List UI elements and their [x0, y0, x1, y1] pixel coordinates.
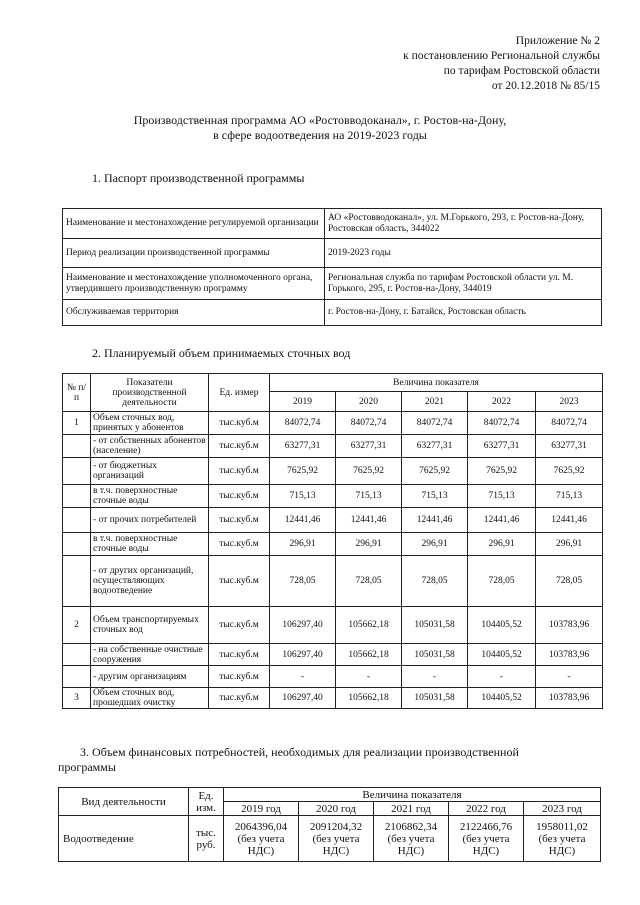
value-cell: 84072,74	[402, 412, 468, 435]
value-cell: 103783,96	[536, 688, 603, 709]
document-title	[0, 113, 640, 143]
value-cell: 728,05	[468, 556, 536, 607]
fin-data-row	[59, 816, 601, 862]
col-num-header: № п/п	[63, 374, 91, 412]
value-cell: 12441,46	[536, 508, 603, 533]
value-cell: 105031,58	[402, 688, 468, 709]
value-cell: 63277,31	[468, 435, 536, 458]
year-header: 2023	[536, 392, 603, 412]
value-cell: 296,91	[536, 533, 603, 556]
table-row	[63, 644, 603, 666]
table-row	[63, 485, 603, 508]
passport-label: Наименование и местонахождение регулируемой организации	[63, 209, 325, 239]
value-cell: 105662,18	[336, 607, 402, 644]
passport-value: 2019-2023 годы	[325, 239, 602, 268]
passport-row	[63, 268, 602, 300]
col-indicator-header: Показатели производственной деятельности	[91, 374, 209, 412]
value-cell	[224, 816, 299, 862]
value-cell: 105031,58	[402, 607, 468, 644]
value-cell: 105031,58	[402, 644, 468, 666]
value-cell: 84072,74	[270, 412, 336, 435]
value-cell: 12441,46	[336, 508, 402, 533]
col-unit-header: Ед. изм.	[189, 788, 224, 816]
row-unit: тыс.куб.м	[209, 508, 270, 533]
section-3-heading-line-2: программы	[58, 760, 116, 774]
col-activity-header: Вид деятельности	[59, 788, 189, 816]
passport-value: АО «Ростовводоканал», ул. М.Горького, 293, г. Ростов-на-Дону, Ростовская область, 344022	[325, 209, 602, 239]
value-cell: 7625,92	[402, 458, 468, 485]
value-cell: 728,05	[336, 556, 402, 607]
value-cell: -	[536, 666, 603, 688]
value-cell: 728,05	[536, 556, 603, 607]
vat-note: (без учета НДС)	[538, 832, 586, 857]
value-cell: 84072,74	[336, 412, 402, 435]
fin-header-row	[59, 788, 601, 802]
value-cell: 715,13	[402, 485, 468, 508]
wastewater-volume-table	[62, 373, 603, 709]
row-label: - на собственные очистные сооружения	[91, 644, 209, 666]
row-label: - от бюджетных организаций	[91, 458, 209, 485]
value-cell: 106297,40	[270, 607, 336, 644]
value-cell: -	[336, 666, 402, 688]
table-row	[63, 412, 603, 435]
table-row	[63, 688, 603, 709]
value-cell: 12441,46	[402, 508, 468, 533]
row-unit: тыс.куб.м	[209, 485, 270, 508]
passport-label: Наименование и местонахождение уполномоченного органа, утвердившего производственную программу	[63, 268, 325, 300]
row-unit: тыс.куб.м	[209, 435, 270, 458]
title-line-1: Производственная программа АО «Ростовводоканал», г. Ростов-на-Дону,	[133, 113, 507, 127]
col-value-header: Величина показателя	[270, 374, 603, 392]
value-cell: 296,91	[336, 533, 402, 556]
row-label: - другим организациям	[91, 666, 209, 688]
row-unit: тыс.куб.м	[209, 412, 270, 435]
value-cell: 715,13	[336, 485, 402, 508]
year-header: 2022	[468, 392, 536, 412]
row-number	[63, 556, 91, 607]
row-number	[63, 644, 91, 666]
row-label: в т.ч. поверхностные сточные воды	[91, 485, 209, 508]
passport-label: Обслуживаемая территория	[63, 300, 325, 326]
annex-line-3: по тарифам Ростовской области	[443, 65, 600, 77]
value-cell: 104405,52	[468, 644, 536, 666]
value-cell: 63277,31	[536, 435, 603, 458]
section-1-heading: 1. Паспорт производственной программы	[92, 171, 305, 185]
year-header: 2023 год	[524, 802, 601, 816]
row-number	[63, 533, 91, 556]
row-label: Объем сточных вод, прошедших очистку	[91, 688, 209, 709]
row-label: Объем сточных вод, принятых у абонентов	[91, 412, 209, 435]
year-header: 2021	[402, 392, 468, 412]
year-header: 2019	[270, 392, 336, 412]
value-cell: 63277,31	[270, 435, 336, 458]
amount: 1958011,02	[536, 820, 588, 833]
value-cell: 104405,52	[468, 688, 536, 709]
table-row	[63, 458, 603, 485]
value-cell: -	[402, 666, 468, 688]
row-label: Объем транспортируемых сточных вод	[91, 607, 209, 644]
row-number	[63, 485, 91, 508]
passport-label: Период реализации производственной программы	[63, 239, 325, 268]
value-cell: 715,13	[536, 485, 603, 508]
value-cell: 12441,46	[468, 508, 536, 533]
value-cell: 104405,52	[468, 607, 536, 644]
amount: 2106862,34	[384, 820, 438, 833]
year-header: 2019 год	[224, 802, 299, 816]
value-cell: 103783,96	[536, 607, 603, 644]
value-cell: 7625,92	[468, 458, 536, 485]
row-unit: тыс.куб.м	[209, 688, 270, 709]
value-cell: 715,13	[270, 485, 336, 508]
value-cell: 105662,18	[336, 644, 402, 666]
annex-line-2: к постановлению Региональной службы	[403, 50, 600, 62]
passport-row	[63, 300, 602, 326]
passport-table	[62, 208, 602, 326]
financial-needs-table	[58, 787, 601, 862]
value-cell: 296,91	[270, 533, 336, 556]
value-cell: 7625,92	[270, 458, 336, 485]
year-header: 2020 год	[299, 802, 374, 816]
row-label: - от прочих потребителей	[91, 508, 209, 533]
row-number: 1	[63, 412, 91, 435]
value-cell	[524, 816, 601, 862]
value-cell: -	[468, 666, 536, 688]
annex-header	[403, 34, 600, 94]
vat-note: (без учета НДС)	[312, 832, 360, 857]
amount: 2091204,32	[309, 820, 363, 833]
row-number	[63, 458, 91, 485]
row-unit: тыс.куб.м	[209, 533, 270, 556]
table-row	[63, 435, 603, 458]
year-header: 2020	[336, 392, 402, 412]
passport-row	[63, 209, 602, 239]
amount: 2064396,04	[234, 820, 288, 833]
unit-cell: тыс. руб.	[189, 816, 224, 862]
section-2-heading: 2. Планируемый объем принимаемых сточных вод	[92, 346, 351, 360]
year-header: 2022 год	[449, 802, 524, 816]
header-row	[63, 374, 603, 392]
row-unit: тыс.куб.м	[209, 556, 270, 607]
value-cell: -	[270, 666, 336, 688]
value-cell: 106297,40	[270, 688, 336, 709]
row-number	[63, 435, 91, 458]
vat-note: (без учета НДС)	[387, 832, 435, 857]
row-label: - от других организаций, осуществляющих водоотведение	[91, 556, 209, 607]
value-cell: 84072,74	[536, 412, 603, 435]
row-number: 3	[63, 688, 91, 709]
row-number	[63, 508, 91, 533]
year-header: 2021 год	[374, 802, 449, 816]
value-cell: 715,13	[468, 485, 536, 508]
value-cell: 7625,92	[336, 458, 402, 485]
table-row	[63, 666, 603, 688]
value-cell: 296,91	[402, 533, 468, 556]
value-cell	[449, 816, 524, 862]
value-cell: 7625,92	[536, 458, 603, 485]
col-unit-header: Ед. измер	[209, 374, 270, 412]
value-cell	[299, 816, 374, 862]
passport-row	[63, 239, 602, 268]
vat-note: (без учета НДС)	[237, 832, 285, 857]
value-cell: 105662,18	[336, 688, 402, 709]
row-unit: тыс.куб.м	[209, 644, 270, 666]
title-line-2: в сфере водоотведения на 2019-2023 годы	[213, 128, 427, 142]
passport-value: г. Ростов-на-Дону, г. Батайск, Ростовская область	[325, 300, 602, 326]
table-row	[63, 556, 603, 607]
value-cell: 728,05	[402, 556, 468, 607]
value-cell: 296,91	[468, 533, 536, 556]
value-cell: 728,05	[270, 556, 336, 607]
row-unit: тыс.куб.м	[209, 607, 270, 644]
section-3-heading	[58, 745, 602, 775]
row-number	[63, 666, 91, 688]
row-unit: тыс.куб.м	[209, 666, 270, 688]
value-cell: 63277,31	[336, 435, 402, 458]
table-row	[63, 607, 603, 644]
value-cell: 84072,74	[468, 412, 536, 435]
annex-line-4: от 20.12.2018 № 85/15	[491, 80, 600, 92]
col-value-header: Величина показателя	[224, 788, 601, 802]
value-cell: 106297,40	[270, 644, 336, 666]
annex-line-1: Приложение № 2	[515, 35, 600, 47]
value-cell: 12441,46	[270, 508, 336, 533]
passport-value: Региональная служба по тарифам Ростовской области ул. М. Горького, 295, г. Ростов-на-Дону, 344019	[325, 268, 602, 300]
value-cell	[374, 816, 449, 862]
vat-note: (без учета НДС)	[462, 832, 510, 857]
table-row	[63, 533, 603, 556]
section-3-heading-line-1: 3. Объем финансовых потребностей, необходимых для реализации производственной	[80, 745, 519, 759]
value-cell: 63277,31	[402, 435, 468, 458]
row-label: - от собственных абонентов (население)	[91, 435, 209, 458]
row-label: в т.ч. поверхностные сточные воды	[91, 533, 209, 556]
row-number: 2	[63, 607, 91, 644]
table-row	[63, 508, 603, 533]
value-cell: 103783,96	[536, 644, 603, 666]
activity-label: Водоотведение	[59, 816, 189, 862]
amount: 2122466,76	[459, 820, 513, 833]
row-unit: тыс.куб.м	[209, 458, 270, 485]
